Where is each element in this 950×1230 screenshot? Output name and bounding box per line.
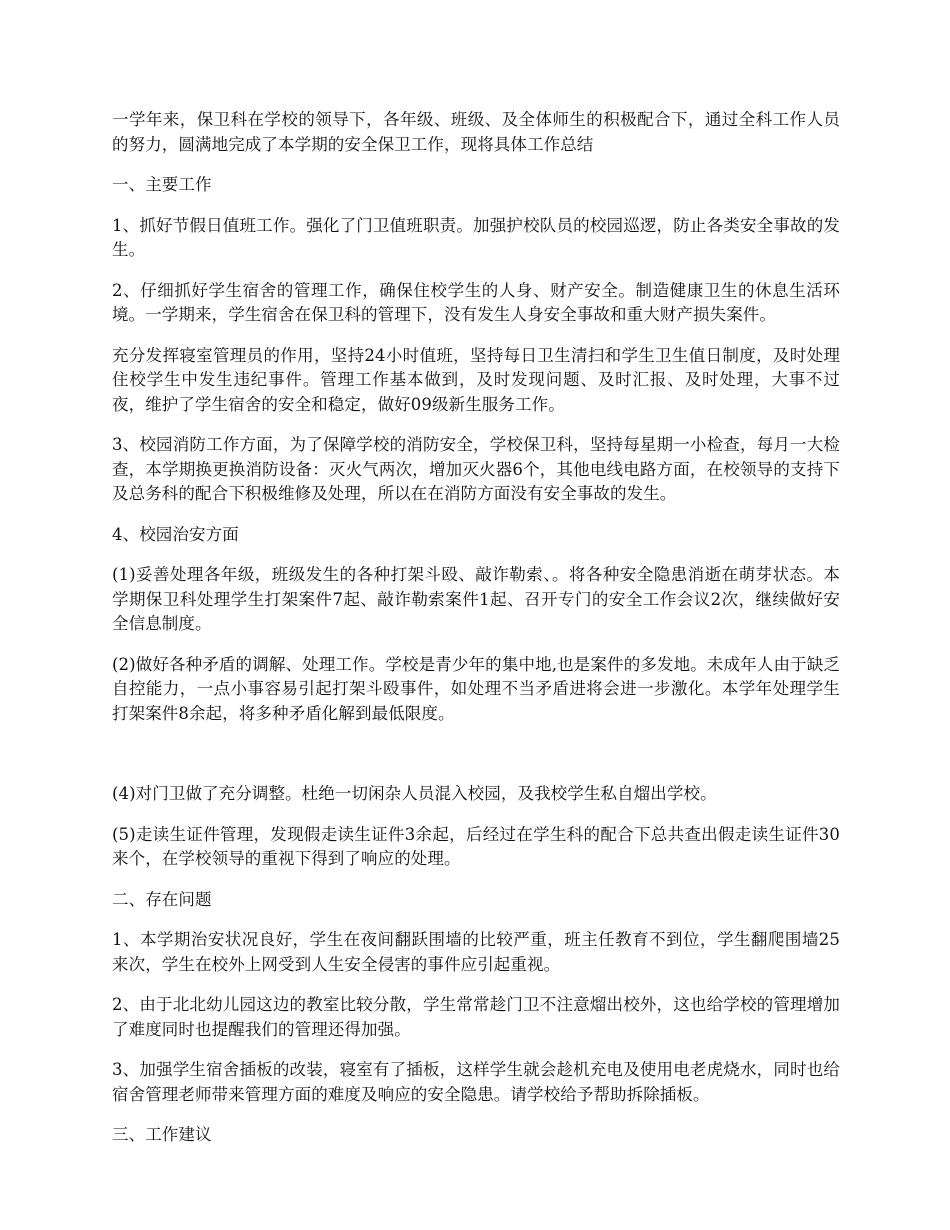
blank-gap [112,742,840,782]
section-heading-suggestions: 三、工作建议 [112,1125,212,1144]
paragraph-item-2: (2)做好各种矛盾的调解、处理工作。学校是青少年的集中地,也是案件的多发地。未成年人由于缺乏自控能力，一点小事容易引起打架斗殴事件，如处理不当矛盾进将会进一步激化。本学年处理学生打架案件8余起，将多种矛盾化解到最低限度。 [112,654,840,723]
intro-paragraph: 一学年来，保卫科在学校的领导下，各年级、班级、及全体师生的积极配合下，通过全科工作人员的努力，圆满地完成了本学期的安全保卫工作，现将具体工作总结 [112,110,840,154]
paragraph-dorm-administrator: 充分发挥寝室管理员的作用，坚持24小时值班，坚持每日卫生清扫和学生卫生值日制度，及时处理住校学生中发生违纪事件。管理工作基本做到，及时发现问题、及时汇报、及时处理，大事不过夜，维护了学生宿舍的安全和稳定，做好09级新生服务工作。 [112,345,840,414]
paragraph-dormitory-management: 2、仔细抓好学生宿舍的管理工作，确保住校学生的人身、财产安全。制造健康卫生的休息生活环境。一学期来，学生宿舍在保卫科的管理下，没有发生人身安全事故和重大财产损失案件。 [112,280,840,324]
paragraph-item-1: (1)妥善处理各年级，班级发生的各种打架斗殴、敲诈勒索、。将各种安全隐患消逝在萌芽状态。本学期保卫科处理学生打架案件7起、敲诈勒索案件1起、召开专门的安全工作会议2次，继续做好安全信息制度。 [112,565,840,633]
paragraph-fire-safety: 3、校园消防工作方面，为了保障学校的消防安全，学校保卫科，坚持每星期一小检查，每月一大检查，本学期换更换消防设备：灭火气两次，增加灭火器6个，其他电线电路方面，在校领导的支持下及总务科的配合下积极维修及处理，所以在在消防方面没有安全事故的发生。 [112,435,840,503]
paragraph-item-5: (5)走读生证件管理，发现假走读生证件3余起，后经过在学生科的配合下总共查出假走读生证件30来个，在学校领导的重视下得到了响应的处理。 [112,824,840,868]
subheading-campus-security: 4、校园治安方面 [112,524,239,544]
document-body [112,108,840,1164]
paragraph-problem-3: 3、加强学生宿舍插板的改装，寝室有了插板，这样学生就会趁机充电及使用电老虎烧水，同时也给宿舍管理老师带来管理方面的难度及响应的安全隐患。请学校给予帮助拆除插板。 [112,1060,840,1104]
paragraph-holiday-duty: 1、抓好节假日值班工作。强化了门卫值班职责。加强护校队员的校园巡逻，防止各类安全事故的发生。 [112,215,840,259]
section-heading-main-work: 一、主要工作 [112,175,212,194]
section-heading-problems: 二、存在问题 [112,889,212,909]
paragraph-problem-2: 2、由于北北幼儿园这边的教室比较分散，学生常常趁门卫不注意熘出校外，这也给学校的管理增加了难度同时也提醒我们的管理还得加强。 [112,995,840,1039]
paragraph-problem-1: 1、本学期治安状况良好，学生在夜间翻跃围墙的比较严重，班主任教育不到位，学生翻爬围墙25来次，学生在校外上网受到人生安全侵害的事件应引起重视。 [112,930,840,974]
paragraph-item-4: (4)对门卫做了充分调整。杜绝一切闲杂人员混入校园，及我校学生私自熘出学校。 [112,784,717,803]
